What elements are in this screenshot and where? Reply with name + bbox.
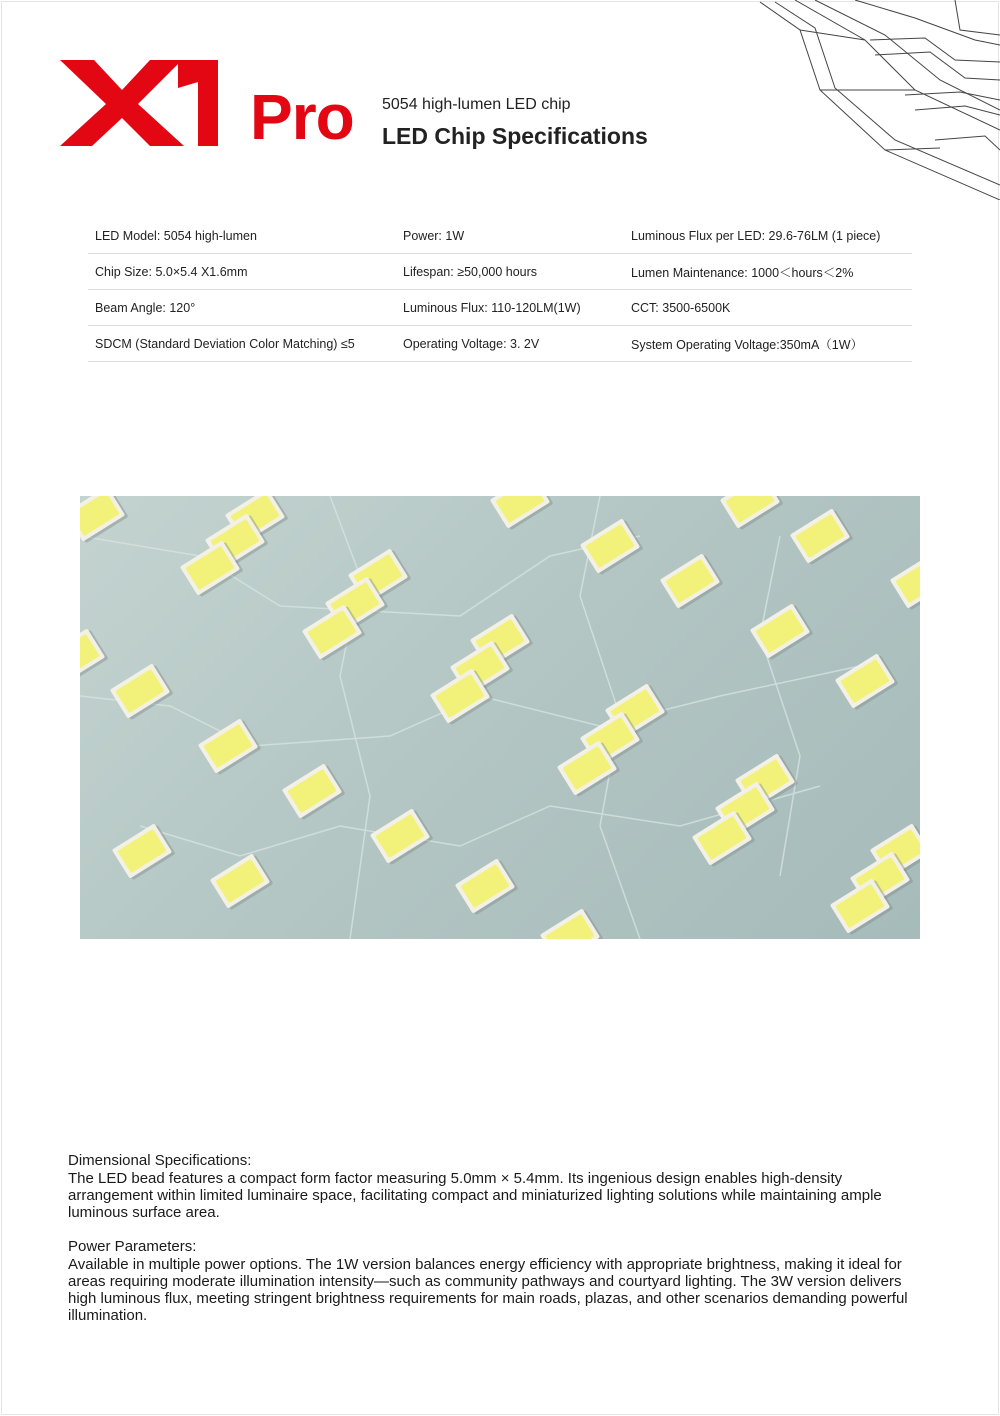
spec-cell: Luminous Flux: 110‑120LM(1W) xyxy=(396,290,624,326)
spec-cell: SDCM (Standard Deviation Color Matching) ≤5 xyxy=(88,326,396,362)
table-row xyxy=(88,218,912,254)
led-chip xyxy=(110,662,174,721)
led-chip xyxy=(80,496,128,544)
led-chip xyxy=(580,517,644,576)
description xyxy=(68,1152,930,1341)
led-chip xyxy=(720,496,784,531)
table-row xyxy=(88,326,912,362)
brand-logo xyxy=(60,58,365,152)
page-title: LED Chip Specifications xyxy=(382,123,648,149)
spec-cell: Chip Size: 5.0×5.4 X1.6mm xyxy=(88,254,396,290)
led-chip xyxy=(660,552,724,611)
led-board-photo xyxy=(80,496,920,939)
led-chip xyxy=(198,717,262,776)
spec-cell: Lifespan: ≥50,000 hours xyxy=(396,254,624,290)
spec-cell: Lumen Maintenance: 1000＜hours＜2% xyxy=(624,254,912,290)
logo-pro-text: Pro xyxy=(250,81,354,153)
spec-cell: Power: 1W xyxy=(396,218,624,254)
led-chip xyxy=(490,496,554,531)
led-chip-pattern xyxy=(80,496,920,939)
led-chip xyxy=(80,627,108,686)
spec-table xyxy=(88,218,912,362)
led-chip xyxy=(210,852,274,911)
led-chip xyxy=(790,507,854,566)
power-heading: Power Parameters: xyxy=(68,1238,197,1255)
led-chip xyxy=(835,652,899,711)
led-chip xyxy=(370,807,434,866)
led-chip xyxy=(282,762,346,821)
table-row xyxy=(88,290,912,326)
x1-logo-mark xyxy=(60,58,225,148)
spec-cell: Luminous Flux per LED: 29.6-76LM (1 piece) xyxy=(624,218,912,254)
dimensional-body: The LED bead features a compact form factor measuring 5.0mm × 5.4mm. Its ingenious design enables high-density arrangement within limited luminaire space, facilitating compact and miniaturized lighting solutions while maintaining ample luminous surface area. xyxy=(68,1170,882,1221)
spec-cell: Beam Angle: 120° xyxy=(88,290,396,326)
spec-cell: CCT: 3500‑6500K xyxy=(624,290,912,326)
page-subtitle: 5054 high-lumen LED chip xyxy=(382,96,571,113)
led-chip xyxy=(540,907,604,939)
street-lamp-drawing xyxy=(755,0,1000,200)
spec-cell: Operating Voltage: 3. 2V xyxy=(396,326,624,362)
led-chip xyxy=(750,602,814,661)
spec-cell: System Operating Voltage:350mA（1W） xyxy=(624,326,912,362)
power-body: Available in multiple power options. The 1W version balances energy efficiency with appropriate brightness, making it ideal for areas requiring moderate illumination intensity—such as community pathways and courtyard lighting. The 3W version delivers high luminous flux, meeting stringent brightness requirements for main roads, plazas, and other scenarios demanding powerful illumination. xyxy=(68,1256,908,1324)
spec-cell: LED Model: 5054 high-lumen xyxy=(88,218,396,254)
table-row xyxy=(88,254,912,290)
led-chip xyxy=(112,822,176,881)
led-chip xyxy=(455,857,519,916)
dimensional-heading: Dimensional Specifications: xyxy=(68,1152,252,1169)
led-chip xyxy=(890,552,920,611)
